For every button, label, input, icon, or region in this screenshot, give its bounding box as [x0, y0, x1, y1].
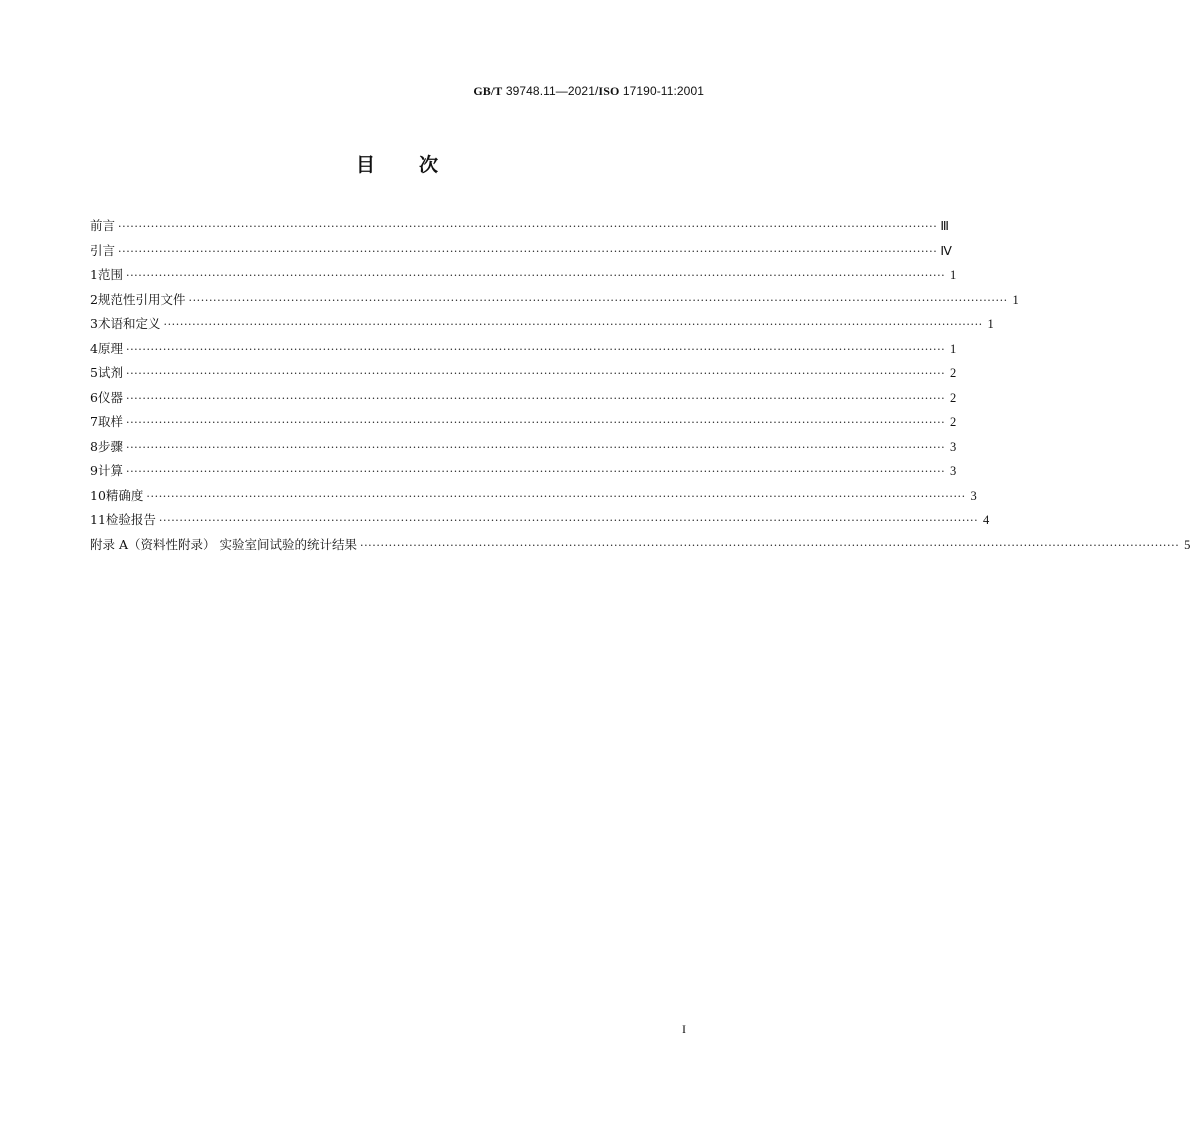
toc-entry[interactable] — [90, 363, 957, 388]
toc-dot-leader: ········································································································································································································ — [125, 269, 946, 282]
toc-entry-label: 前言 — [90, 218, 116, 233]
toc-entry[interactable] — [90, 241, 952, 266]
toc-entry-label: 计算 — [97, 463, 123, 478]
toc-entry-page: Ⅳ — [940, 243, 952, 258]
toc-entry[interactable] — [90, 535, 1190, 560]
toc-entry-page: 1 — [1012, 292, 1019, 307]
toc-entry-page: Ⅲ — [940, 219, 949, 233]
toc-entry-label: 范围 — [97, 267, 123, 282]
toc-entry-number: 9 — [90, 463, 98, 478]
toc-entry-page: 3 — [970, 488, 977, 503]
toc-entry[interactable] — [90, 412, 957, 437]
toc-entry[interactable] — [90, 314, 994, 339]
toc-entry-label: 试剂 — [97, 365, 123, 380]
iso-number: 17190-11:2001 — [622, 84, 704, 98]
toc-entry[interactable] — [90, 510, 990, 535]
page-title: 目次 — [355, 154, 482, 176]
toc-entry-label: 规范性引用文件 — [97, 291, 186, 307]
toc-entry-label: 仪器 — [97, 389, 123, 405]
toc-entry-page: 4 — [983, 513, 990, 527]
toc-entry-page: 1 — [950, 341, 957, 356]
toc-dot-leader: ········································································································································································································ — [359, 538, 1180, 552]
toc-entry-number: 3 — [90, 316, 98, 331]
page-number: I — [682, 1022, 686, 1036]
toc-entry-page: 1 — [950, 268, 957, 282]
toc-entry-number: 4 — [90, 340, 98, 356]
toc-entry[interactable] — [90, 461, 957, 486]
toc-dot-leader: ········································································································································································································ — [146, 489, 966, 503]
toc-entry-number: 7 — [90, 414, 98, 429]
toc-entry-page: 2 — [950, 366, 957, 380]
toc-entry-number: 2 — [90, 291, 98, 307]
standard-number: 39748.11—2021/ — [505, 84, 599, 98]
toc-entry-page: 3 — [950, 439, 957, 454]
toc-dot-leader: ········································································································································································································ — [125, 342, 946, 356]
toc-dot-leader: ········································································································································································································ — [118, 244, 938, 258]
toc-entry-number: 5 — [90, 365, 98, 380]
toc-entry[interactable] — [90, 437, 957, 462]
toc-dot-leader: ········································································································································································································ — [125, 416, 946, 429]
toc-dot-leader: ········································································································································································································ — [125, 440, 946, 454]
toc-entry-label: 检验报告 — [105, 512, 156, 527]
toc-entry-page: 5 — [1184, 537, 1190, 552]
toc-entry[interactable] — [90, 265, 957, 290]
toc-entry-label: 原理 — [97, 340, 123, 356]
standard-prefix: GB/T — [473, 84, 503, 98]
toc-entry[interactable] — [90, 216, 949, 241]
toc-entry-page: 2 — [950, 390, 957, 405]
iso-prefix: ISO — [598, 84, 620, 98]
standard-number-header — [473, 84, 704, 99]
toc-entry-page: 3 — [950, 464, 957, 478]
toc-dot-leader: ········································································································································································································ — [158, 514, 979, 527]
toc-entry-number: 11 — [90, 512, 106, 527]
toc-entry[interactable] — [90, 290, 1019, 315]
toc-entry-label: 步骤 — [97, 438, 123, 454]
toc-entry[interactable] — [90, 486, 977, 511]
toc-entry-label: 精确度 — [105, 487, 144, 503]
toc-dot-leader: ········································································································································································································ — [125, 465, 946, 478]
toc-entry-page: 1 — [987, 317, 994, 331]
toc-entry-label: 附录 A（资料性附录） 实验室间试验的统计结果 — [90, 536, 357, 552]
toc-entry-number: 8 — [90, 438, 98, 454]
table-of-contents — [90, 216, 1190, 559]
toc-entry[interactable] — [90, 339, 957, 364]
toc-entry-label: 取样 — [97, 414, 123, 429]
toc-entry[interactable] — [90, 388, 957, 413]
toc-dot-leader: ········································································································································································································ — [125, 367, 946, 380]
toc-entry-label: 引言 — [90, 242, 116, 258]
toc-entry-page: 2 — [950, 415, 957, 429]
toc-entry-number: 10 — [90, 487, 106, 503]
toc-entry-number: 6 — [90, 389, 98, 405]
toc-dot-leader: ········································································································································································································ — [118, 220, 938, 233]
toc-entry-number: 1 — [90, 267, 98, 282]
toc-entry-label: 术语和定义 — [97, 316, 161, 331]
toc-dot-leader: ········································································································································································································ — [188, 293, 1008, 307]
toc-dot-leader: ········································································································································································································ — [125, 391, 946, 405]
toc-dot-leader: ········································································································································································································ — [163, 318, 983, 331]
